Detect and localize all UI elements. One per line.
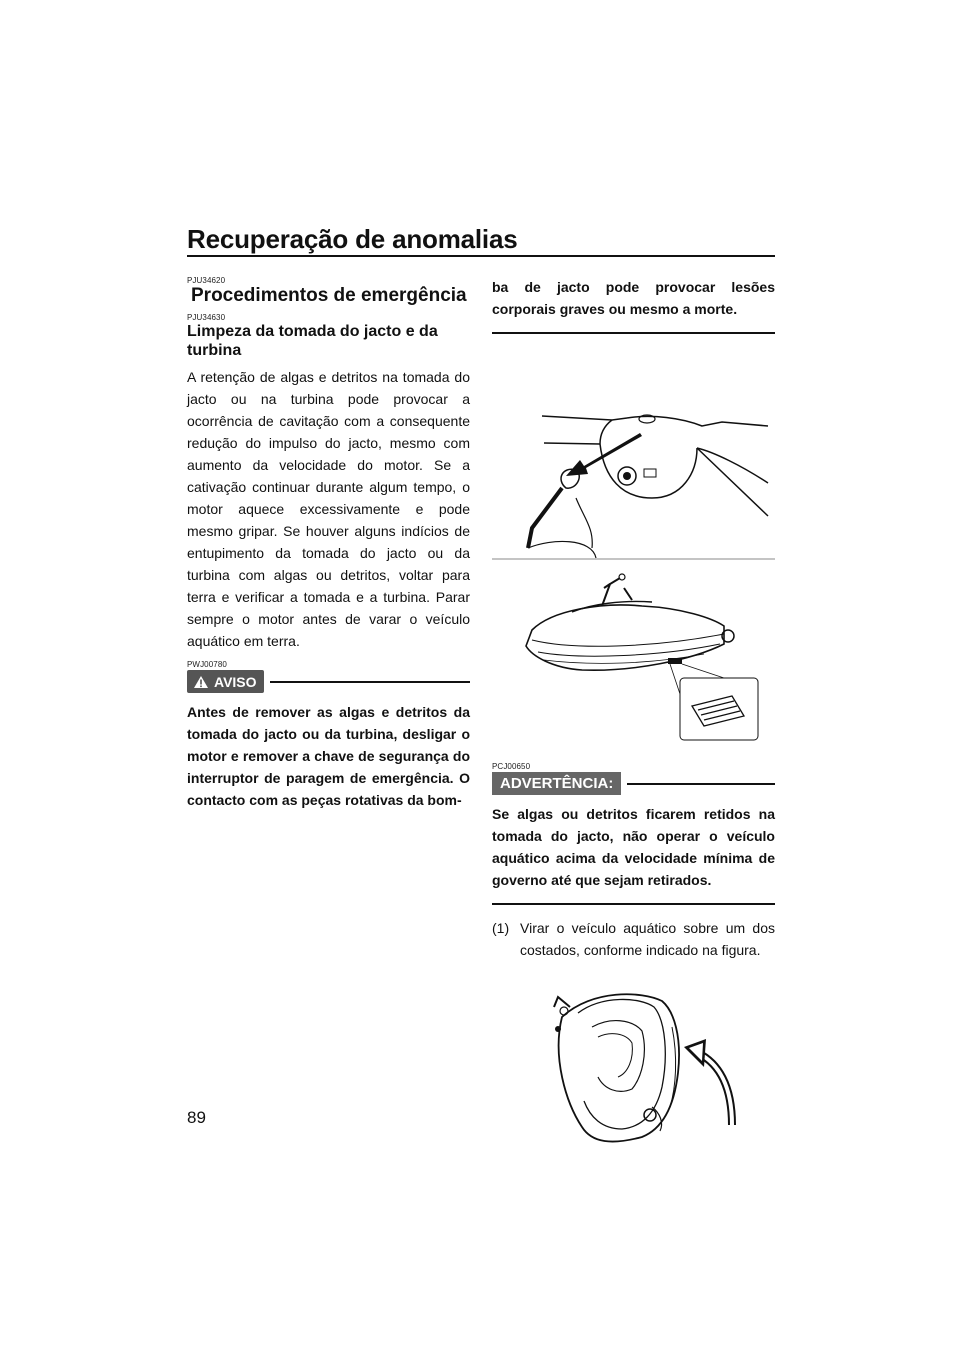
title-rule [187,255,775,257]
caution-text: Se algas ou detritos ficarem retidos na tomada do jacto, não operar o veículo aquático acima da velocidade mínima de governo até que sejam retirados. [492,806,775,888]
caution-code: PCJ00650 [492,762,531,771]
caution-header [492,772,775,795]
warning-header [187,670,470,693]
section-title: Procedimentos de emergência [191,285,467,306]
warning-label: AVISO [214,673,257,690]
warning-end-rule [492,332,775,334]
step-number: (1) [492,920,510,936]
warning-text-continued: ba de jacto pode provocar lesões corporais graves ou mesmo a morte. [492,279,775,317]
subsection-title: Limpeza da tomada do jacto e da turbina [187,323,438,359]
watercraft-intake-illustration [492,560,775,750]
warning-triangle-icon [193,675,209,689]
subsection-code: PJU34630 [187,313,226,322]
section-code: PJU34620 [187,276,226,285]
page-number: 89 [187,1108,206,1127]
left-column [187,276,470,811]
warning-badge [187,670,264,693]
warning-text: Antes de remover as algas e detritos da tomada do jacto ou da turbina, desligar o motor e remover a chave de segurança do interruptor de paragem de emergência. O contacto com as peças rotativas da bom- [187,704,470,808]
warning-code: PWJ00780 [187,660,227,669]
caution-end-rule [492,903,775,905]
page-title: Recuperação de anomalias [187,224,518,254]
step-text: Virar o veículo aquático sobre um dos costados, conforme indicado na figura. [520,920,775,958]
caution-rule [627,783,775,785]
right-column [492,276,775,1177]
watercraft-tipped-illustration [492,977,775,1177]
caution-label: ADVERTÊNCIA: [492,772,621,795]
lanyard-removal-illustration [492,348,775,560]
body-paragraph: A retenção de algas e detritos na tomada do jacto ou na turbina pode provocar a ocorrência de cavitação com a consequente redução do impulso do jacto, mesmo com aumento da velocidade do motor. Se a cativação continuar durante algum tempo, o motor aquece excessivamente e pode mesmo gripar. Se houver alguns indícios de entupimento da tomada do jacto ou da turbina com algas ou detritos, voltar para terra e verificar a tomada e a turbina. Parar sempre o motor antes de varar o veículo aquático em terra. [187,369,470,649]
warning-rule [270,681,470,683]
step-item [492,917,775,961]
